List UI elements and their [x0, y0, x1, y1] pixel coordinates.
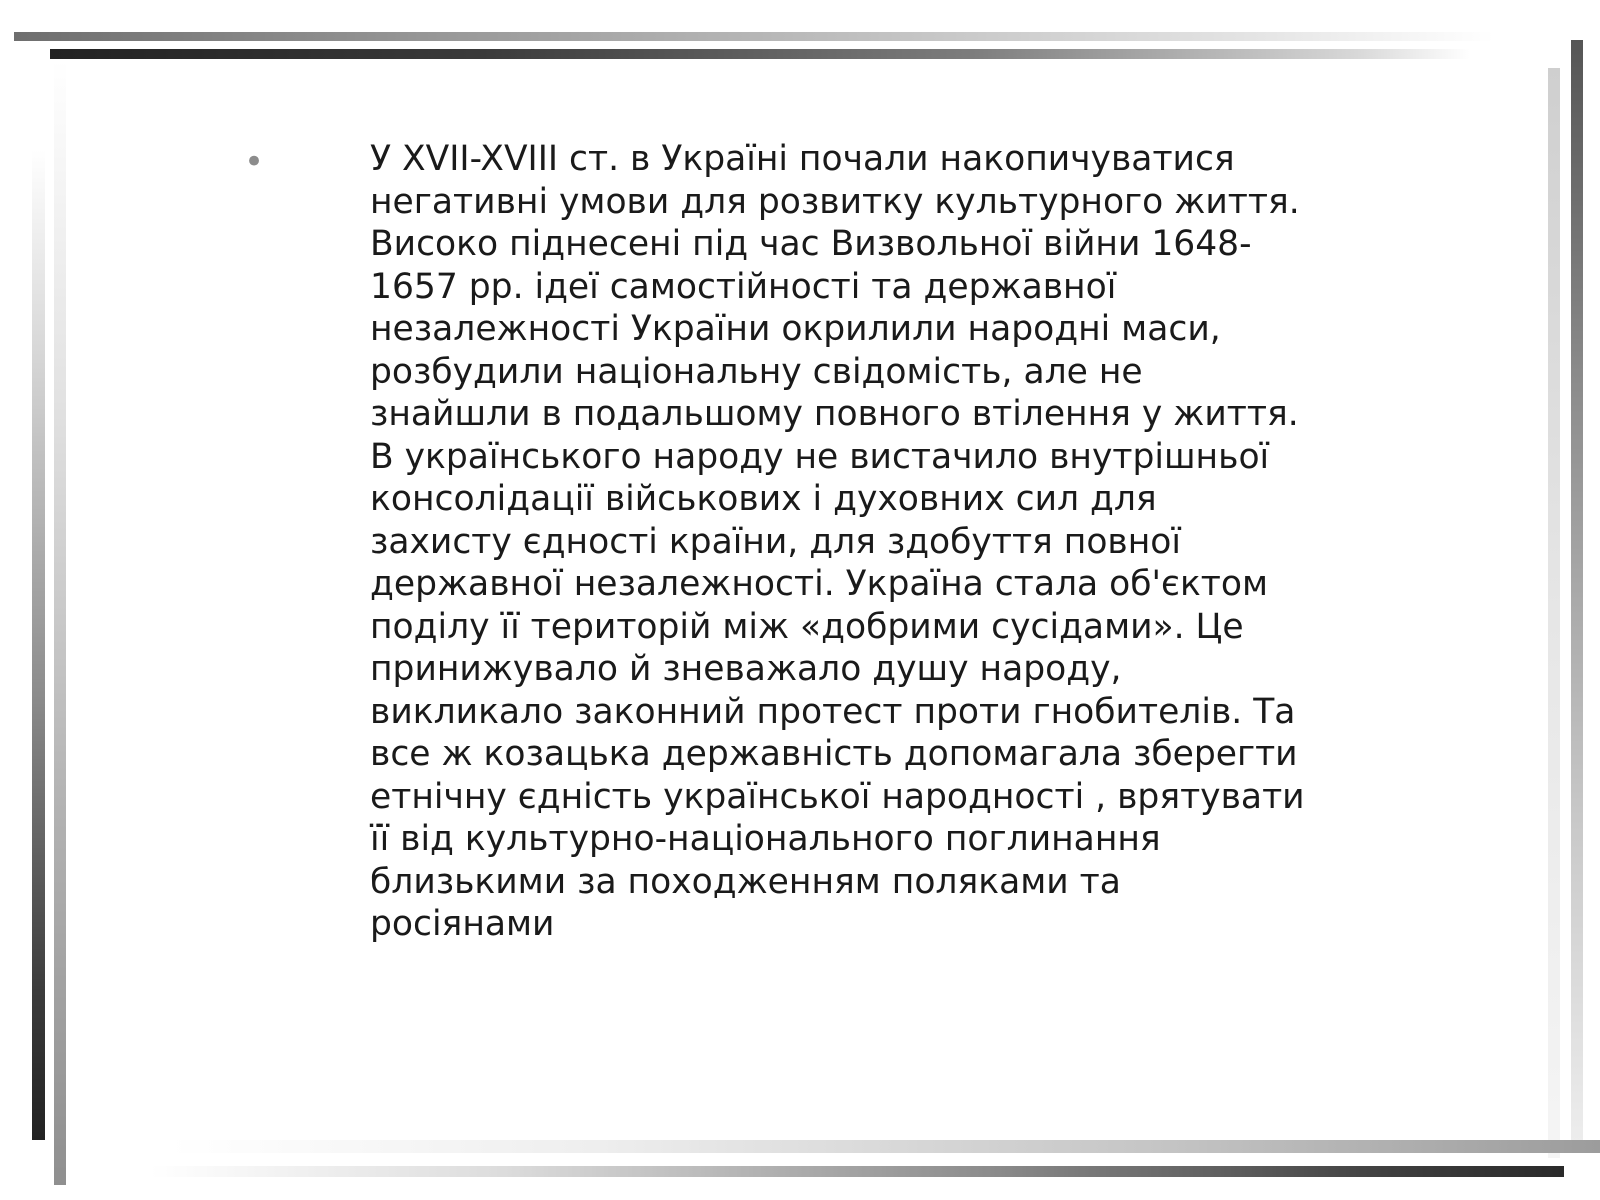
text-line: У XVII-XVIII ст. в Україні почали накопичуватися: [370, 139, 1235, 179]
frame-line-bottom-outer: [170, 1140, 1600, 1153]
text-line: негативні умови для розвитку культурного життя.: [370, 181, 1300, 222]
text-line: Високо піднесені під час Визвольної війни 1648-: [370, 224, 1252, 264]
frame-line-right-outer: [1571, 40, 1583, 1150]
frame-line-right-inner: [1548, 68, 1560, 1158]
text-line: росіянами: [370, 904, 555, 944]
frame-line-top-outer: [14, 32, 1494, 41]
text-line: консолідації військових і духовних сил для: [370, 479, 1157, 519]
text-line: незалежності України окрилили народні маси,: [370, 309, 1221, 349]
text-line: етнічну єдність української народності , врятувати: [370, 776, 1305, 817]
text-line: 1657 рр. ідеї самостійності та державної: [370, 266, 1117, 307]
frame-line-left-outer: [32, 150, 45, 1140]
text-line: В українського народу не вистачило внутрішньої: [370, 436, 1270, 477]
text-line: викликало законний протест проти гнобителів. Та: [370, 691, 1296, 732]
frame-line-bottom-inner: [150, 1166, 1564, 1177]
frame-line-top-inner: [50, 49, 1470, 59]
text-line: поділу її територій між «добрими сусідами». Це: [370, 606, 1244, 647]
text-line: все ж козацька державність допомагала зберегти: [370, 734, 1298, 774]
text-line: державної незалежності. Україна стала об'єктом: [370, 564, 1269, 604]
text-line: знайшли в подальшому повного втілення у життя.: [370, 394, 1299, 434]
text-line: близькими за походженням поляками та: [370, 861, 1121, 902]
text-line: розбудили національну свідомість, але не: [370, 351, 1143, 392]
body-paragraph: [370, 138, 1370, 946]
bullet-point: •: [244, 142, 265, 182]
text-line: її від культурно-національного поглинання: [370, 819, 1161, 859]
frame-line-left-inner: [54, 60, 66, 1185]
text-line: захисту єдності країни, для здобуття повної: [370, 521, 1182, 562]
text-line: принижувало й зневажало душу народу,: [370, 649, 1122, 689]
